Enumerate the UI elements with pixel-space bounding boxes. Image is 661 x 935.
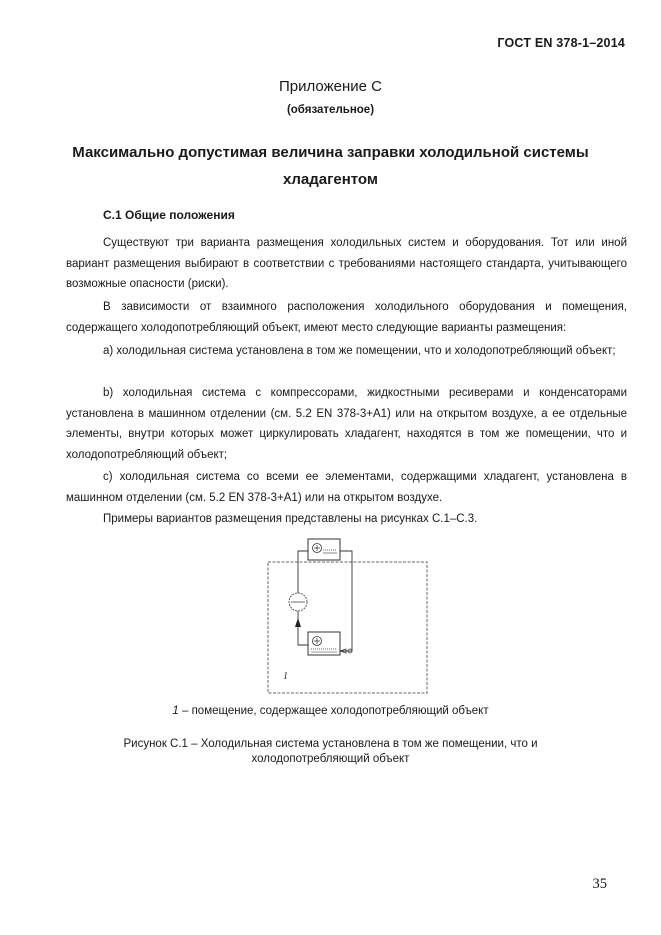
annex-heading	[0, 139, 661, 193]
paragraph: Примеры вариантов размещения представлены на рисунках С.1–С.3.	[103, 513, 478, 525]
paragraph: Существуют три варианта размещения холодильных систем и оборудования. Тот или иной вариант размещения выбирают в соответствии с требованиями настоящего стандарта, учитывающего возможные опасности (риски).	[66, 237, 627, 291]
suction-line	[298, 551, 308, 593]
legend-text: – помещение, содержащее холодопотребляющий объект	[178, 705, 489, 717]
list-item-b: b) холодильная система с компрессорами, жидкостными ресиверами и конденсаторами установлена в машинном отделении (см. 5.2 EN 378-3+A1) или на открытом воздухе, а ее отдельные элементы, внутри которых может циркулировать хладагент, находятся в том же помещении, что и холодопотребляющий объект;	[66, 387, 627, 462]
liquid-line	[340, 551, 352, 651]
page-number: 35	[592, 876, 607, 892]
annex-title: Приложение С	[279, 78, 382, 95]
condenser-unit	[308, 539, 340, 560]
evaporator-unit	[308, 632, 340, 655]
list-item-a: а) холодильная система установлена в том же помещении, что и холодопотребляющий объект;	[103, 345, 616, 357]
annex-heading-line-1: Максимально допустимая величина заправки холодильной системы	[72, 144, 589, 161]
caption-line-2: холодопотребляющий объект	[251, 753, 410, 765]
flow-arrow	[295, 618, 301, 627]
legend-number: 1	[172, 705, 179, 717]
document-code: ГОСТ EN 378-1–2014	[497, 36, 625, 50]
paragraph: В зависимости от взаимного расположения холодильного оборудования и помещения, содержащего холодопотребляющий объект, имеют место следующие варианты размещения:	[66, 301, 627, 334]
compressor-symbol	[289, 593, 307, 611]
caption-line-1: Рисунок С.1 – Холодильная система установлена в том же помещении, что и	[123, 738, 538, 750]
room-label: 1	[283, 671, 288, 682]
figure-caption	[0, 737, 661, 767]
figure-legend	[0, 705, 661, 717]
list-item-c: c) холодильная система со всеми ее элементами, содержащими хладагент, установлена в машинном отделении (см. 5.2 EN 378-3+A1) или на открытом воздухе.	[66, 471, 627, 504]
annex-status: (обязательное)	[286, 104, 375, 116]
room-boundary	[268, 562, 427, 693]
annex-heading-line-2: хладагентом	[283, 171, 378, 188]
section-title: С.1 Общие положения	[103, 208, 235, 222]
figure-c1-diagram	[266, 537, 430, 697]
